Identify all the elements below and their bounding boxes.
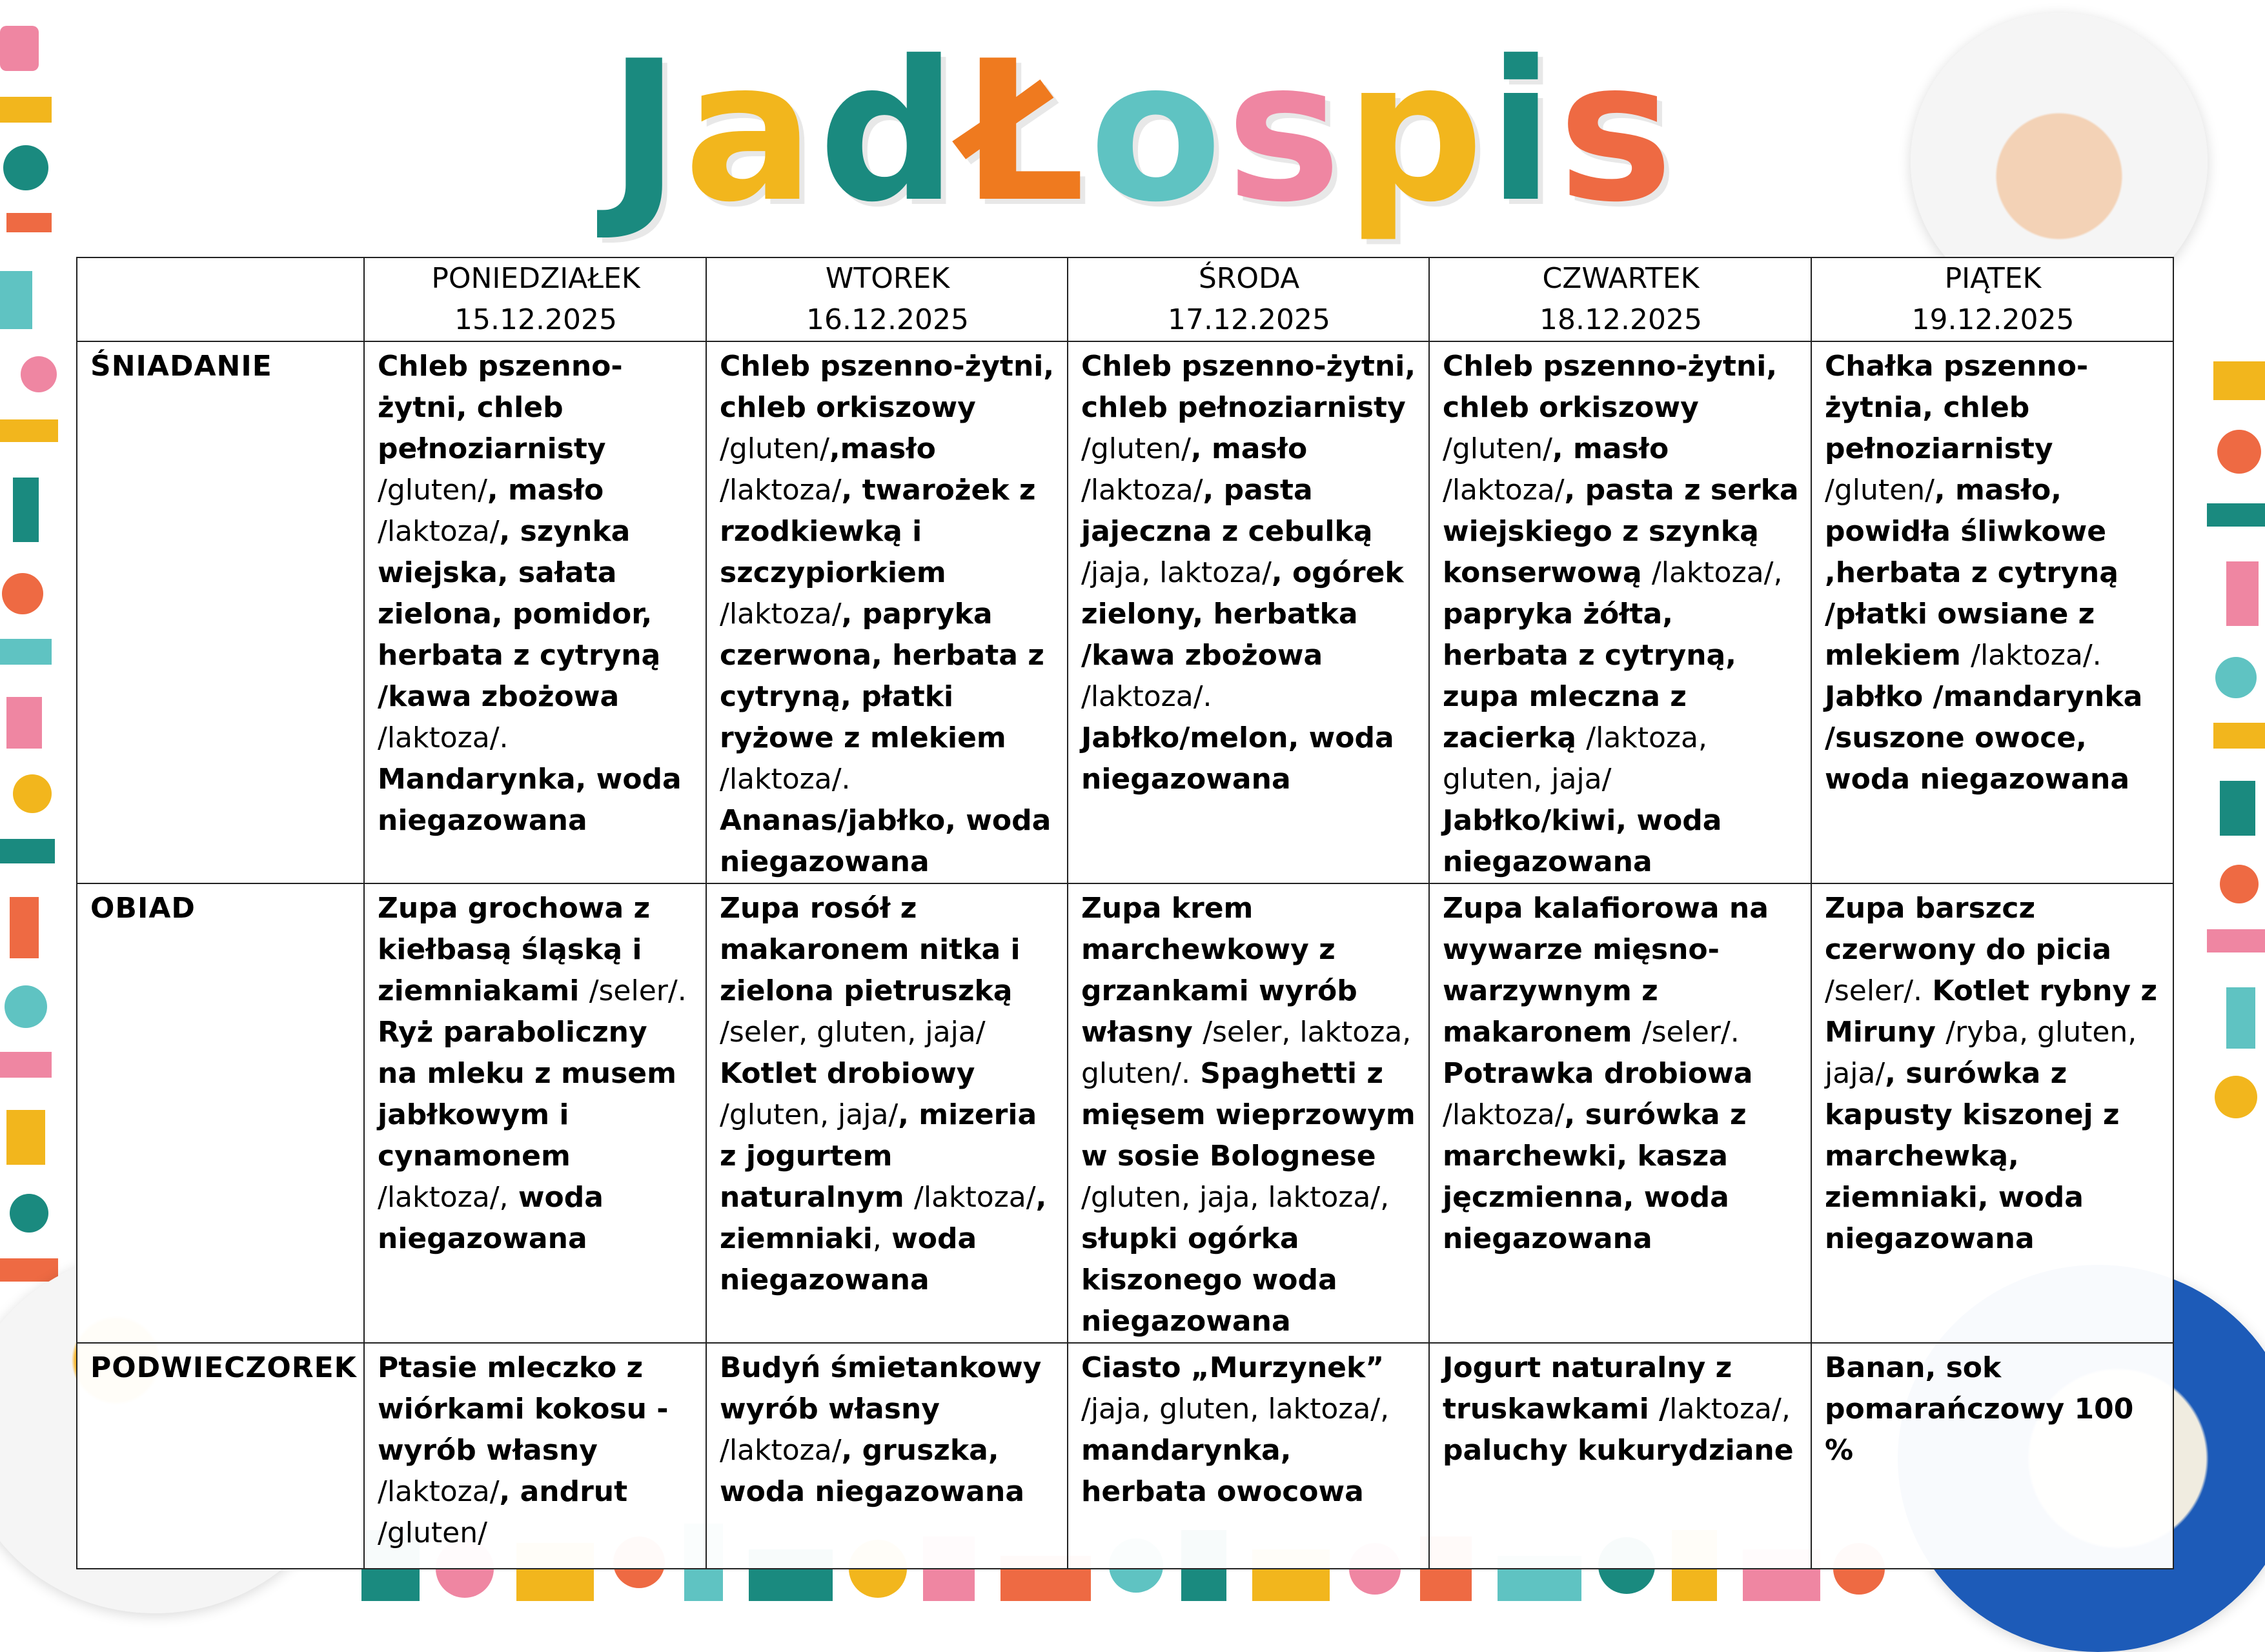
title-letter: p [1345, 19, 1488, 245]
allergen-text: /laktoza/, [378, 1181, 509, 1214]
dish-text: papryka żółta, herbata z cytryną, zupa mleczna z zacierką [1443, 598, 1736, 754]
title-letter: s [1226, 19, 1345, 245]
menu-cell [1429, 1343, 1811, 1569]
dish-text: Zupa rosół z makaronem nitka i zielona pietruszką [720, 892, 1021, 1007]
dish-text: woda niegazowana [720, 1222, 977, 1296]
dish-text: Chleb pszenno-żytni, chleb orkiszowy [720, 350, 1055, 424]
meal-row [77, 1343, 2173, 1569]
dish-text: , twarożek z rzodkiewką i szczypiorkiem [720, 474, 1036, 589]
menu-cell [1068, 1343, 1429, 1569]
dish-text: , ziemniaki [720, 1181, 1047, 1255]
menu-cell [706, 1343, 1068, 1569]
allergen-text: /laktoza/. [378, 721, 509, 754]
dish-text: Potrawka drobiowa [1443, 1057, 1753, 1090]
dish-text: Ananas/jabłko, woda niegazowana [720, 804, 1051, 878]
allergen-text: /jaja, laktoza/ [1081, 556, 1272, 589]
dish-text: mandarynka, herbata owocowa [1081, 1434, 1364, 1508]
allergen-text: /seler/. [589, 974, 687, 1007]
allergen-text: /seler, laktoza, gluten/. [1081, 1016, 1412, 1090]
dish-text: Ptasie mleczko z wiórkami kokosu - wyrób własny [378, 1351, 669, 1467]
allergen-text: /laktoza/. [1971, 639, 2102, 672]
allergen-text: /gluten, jaja/ [720, 1098, 899, 1131]
allergen-text: /seler/. [1825, 974, 1923, 1007]
allergen-text: /laktoza/, [1651, 556, 1783, 589]
meal-row [77, 883, 2173, 1343]
dish-text: Chałka pszenno-żytnia, chleb pełnoziarnisty [1825, 350, 2089, 465]
allergen-text: /laktoza/ [1443, 1098, 1565, 1131]
menu-cell [364, 883, 706, 1343]
dish-text: , ogórek zielony, herbatka /kawa zbożowa [1081, 556, 1404, 672]
allergen-text: /laktoza/ [720, 598, 842, 630]
allergen-text: /gluten/ [378, 474, 487, 507]
dish-text: Jabłko/melon, woda niegazowana [1081, 721, 1394, 796]
menu-table [76, 257, 2174, 1569]
title-letter: J [607, 19, 684, 245]
meal-label: PODWIECZOREK [77, 1343, 364, 1569]
day-header: WTOREK 16.12.2025 [706, 257, 1068, 341]
allergen-text: /gluten/ [378, 1516, 487, 1549]
day-header: ŚRODA 17.12.2025 [1068, 257, 1429, 341]
dish-text: Mandarynka, woda niegazowana [378, 763, 682, 837]
header-row [77, 257, 2173, 341]
dish-text: Zupa barszcz czerwony do picia [1825, 892, 2111, 966]
meal-label: OBIAD [77, 883, 364, 1343]
page-title [607, 19, 1678, 245]
dish-text: Zupa krem marchewkowy z grzankami wyrób własny [1081, 892, 1357, 1049]
dish-text: woda niegazowana [378, 1181, 604, 1255]
allergen-text: /laktoza/ [720, 1434, 842, 1467]
dish-text: , surówka z kapusty kiszonej z marchewką, ziemniaki, woda niegazowana [1825, 1057, 2120, 1255]
allergen-text: /laktoza/ [720, 474, 842, 507]
dish-text: paluchy kukurydziane [1443, 1434, 1794, 1467]
allergen-text: , [872, 1222, 882, 1255]
allergen-text: /gluten/ [1825, 474, 1935, 507]
meal-row [77, 341, 2173, 883]
menu-cell [1811, 1343, 2173, 1569]
day-header: CZWARTEK 18.12.2025 [1429, 257, 1811, 341]
allergen-text: /laktoza/ [1443, 474, 1565, 507]
dish-text: Spaghetti z mięsem wieprzowym w sosie Bolognese [1081, 1057, 1416, 1173]
dish-text: słupki ogórka kiszonego woda niegazowana [1081, 1222, 1337, 1338]
dish-text: Budyń śmietankowy wyrób własny [720, 1351, 1042, 1425]
allergen-text: laktoza/, [1669, 1393, 1791, 1425]
menu-cell [364, 1343, 706, 1569]
menu-cell [706, 341, 1068, 883]
menu-cell [1811, 341, 2173, 883]
dish-text: Chleb pszenno-żytni, chleb pełnoziarnisty [1081, 350, 1416, 424]
dish-text: , szynka wiejska, sałata zielona, pomidor, herbata z cytryną /kawa zbożowa [378, 515, 661, 713]
title-letter: Ł [960, 19, 1090, 245]
dish-text: Jabłko/kiwi, woda niegazowana [1443, 804, 1722, 878]
dish-text: Chleb pszenno-żytni, chleb pełnoziarnisty [378, 350, 623, 465]
dish-text: , mizeria z jogurtem naturalnym [720, 1098, 1037, 1214]
allergen-text: /laktoza/ [1081, 474, 1203, 507]
dish-text: Zupa kalafiorowa na wywarze mięsno-warzywnym z makaronem [1443, 892, 1769, 1049]
dish-text: Banan, sok pomarańczowy 100 % [1825, 1351, 2134, 1467]
dish-text: , pasta jajeczna z cebulką [1081, 474, 1373, 548]
allergen-text: /laktoza/ [914, 1181, 1036, 1214]
allergen-text: /seler/. [1641, 1016, 1740, 1049]
dish-text: , masło [487, 474, 604, 507]
dish-text: , papryka czerwona, herbata z cytryną, płatki ryżowe z mlekiem [720, 598, 1044, 754]
dish-text: Jabłko /mandarynka /suszone owoce, woda niegazowana [1825, 680, 2143, 796]
dish-text: , gruszka, woda niegazowana [720, 1434, 1025, 1508]
menu-cell [1429, 341, 1811, 883]
allergen-text: /seler, gluten, jaja/ [720, 1016, 986, 1049]
title-letter: o [1089, 19, 1226, 245]
dish-text: Kotlet rybny z Miruny [1825, 974, 2158, 1049]
allergen-text: /ryba, gluten, jaja/ [1825, 1016, 2137, 1090]
dish-text: Ryż paraboliczny na mleku z musem jabłkowym i cynamonem [378, 1016, 676, 1173]
dish-text: , pasta z serka wiejskiego z szynką konserwową [1443, 474, 1799, 589]
allergen-text: /gluten/ [720, 432, 829, 465]
allergen-text: /gluten/ [1443, 432, 1552, 465]
dish-text: Chleb pszenno-żytni, chleb orkiszowy [1443, 350, 1778, 424]
dish-text: Ciasto „Murzynek” [1081, 1351, 1385, 1384]
title-letter: i [1487, 19, 1558, 245]
dish-text: , masło, powidła śliwkowe ,herbata z cytryną /płatki owsiane z mlekiem [1825, 474, 2118, 672]
dish-text: , andrut [499, 1475, 628, 1508]
dish-text: ,masło [829, 432, 936, 465]
allergen-text: /gluten/ [1081, 432, 1191, 465]
dish-text: , masło [1552, 432, 1669, 465]
allergen-text: /laktoza/ [378, 515, 500, 548]
allergen-text: /jaja, gluten, laktoza/, [1081, 1393, 1390, 1425]
menu-cell [364, 341, 706, 883]
menu-cell [706, 883, 1068, 1343]
dish-text: Kotlet drobiowy [720, 1057, 975, 1090]
day-header: PIĄTEK 19.12.2025 [1811, 257, 2173, 341]
day-header: PONIEDZIAŁEK 15.12.2025 [364, 257, 706, 341]
allergen-text: /laktoza/ [378, 1475, 500, 1508]
title-letter: d [818, 19, 961, 245]
title-letter: a [684, 19, 818, 245]
allergen-text: /laktoza, gluten, jaja/ [1443, 721, 1707, 796]
dish-text: Jogurt naturalny z truskawkami / [1443, 1351, 1732, 1425]
allergen-text: /laktoza/. [720, 763, 851, 796]
menu-cell [1068, 341, 1429, 883]
meal-label: ŚNIADANIE [77, 341, 364, 883]
corner-cell [77, 257, 364, 341]
allergen-text: /gluten, jaja, laktoza/, [1081, 1181, 1390, 1214]
menu-cell [1811, 883, 2173, 1343]
menu-cell [1429, 883, 1811, 1343]
menu-cell [1068, 883, 1429, 1343]
title-letter: s [1558, 19, 1678, 245]
dish-text: , surówka z marchewki, kasza jęczmienna, woda niegazowana [1443, 1098, 1747, 1255]
allergen-text: /laktoza/. [1081, 680, 1212, 713]
dish-text: Zupa grochowa z kiełbasą śląską i ziemniakami [378, 892, 651, 1007]
dish-text: , masło [1190, 432, 1308, 465]
